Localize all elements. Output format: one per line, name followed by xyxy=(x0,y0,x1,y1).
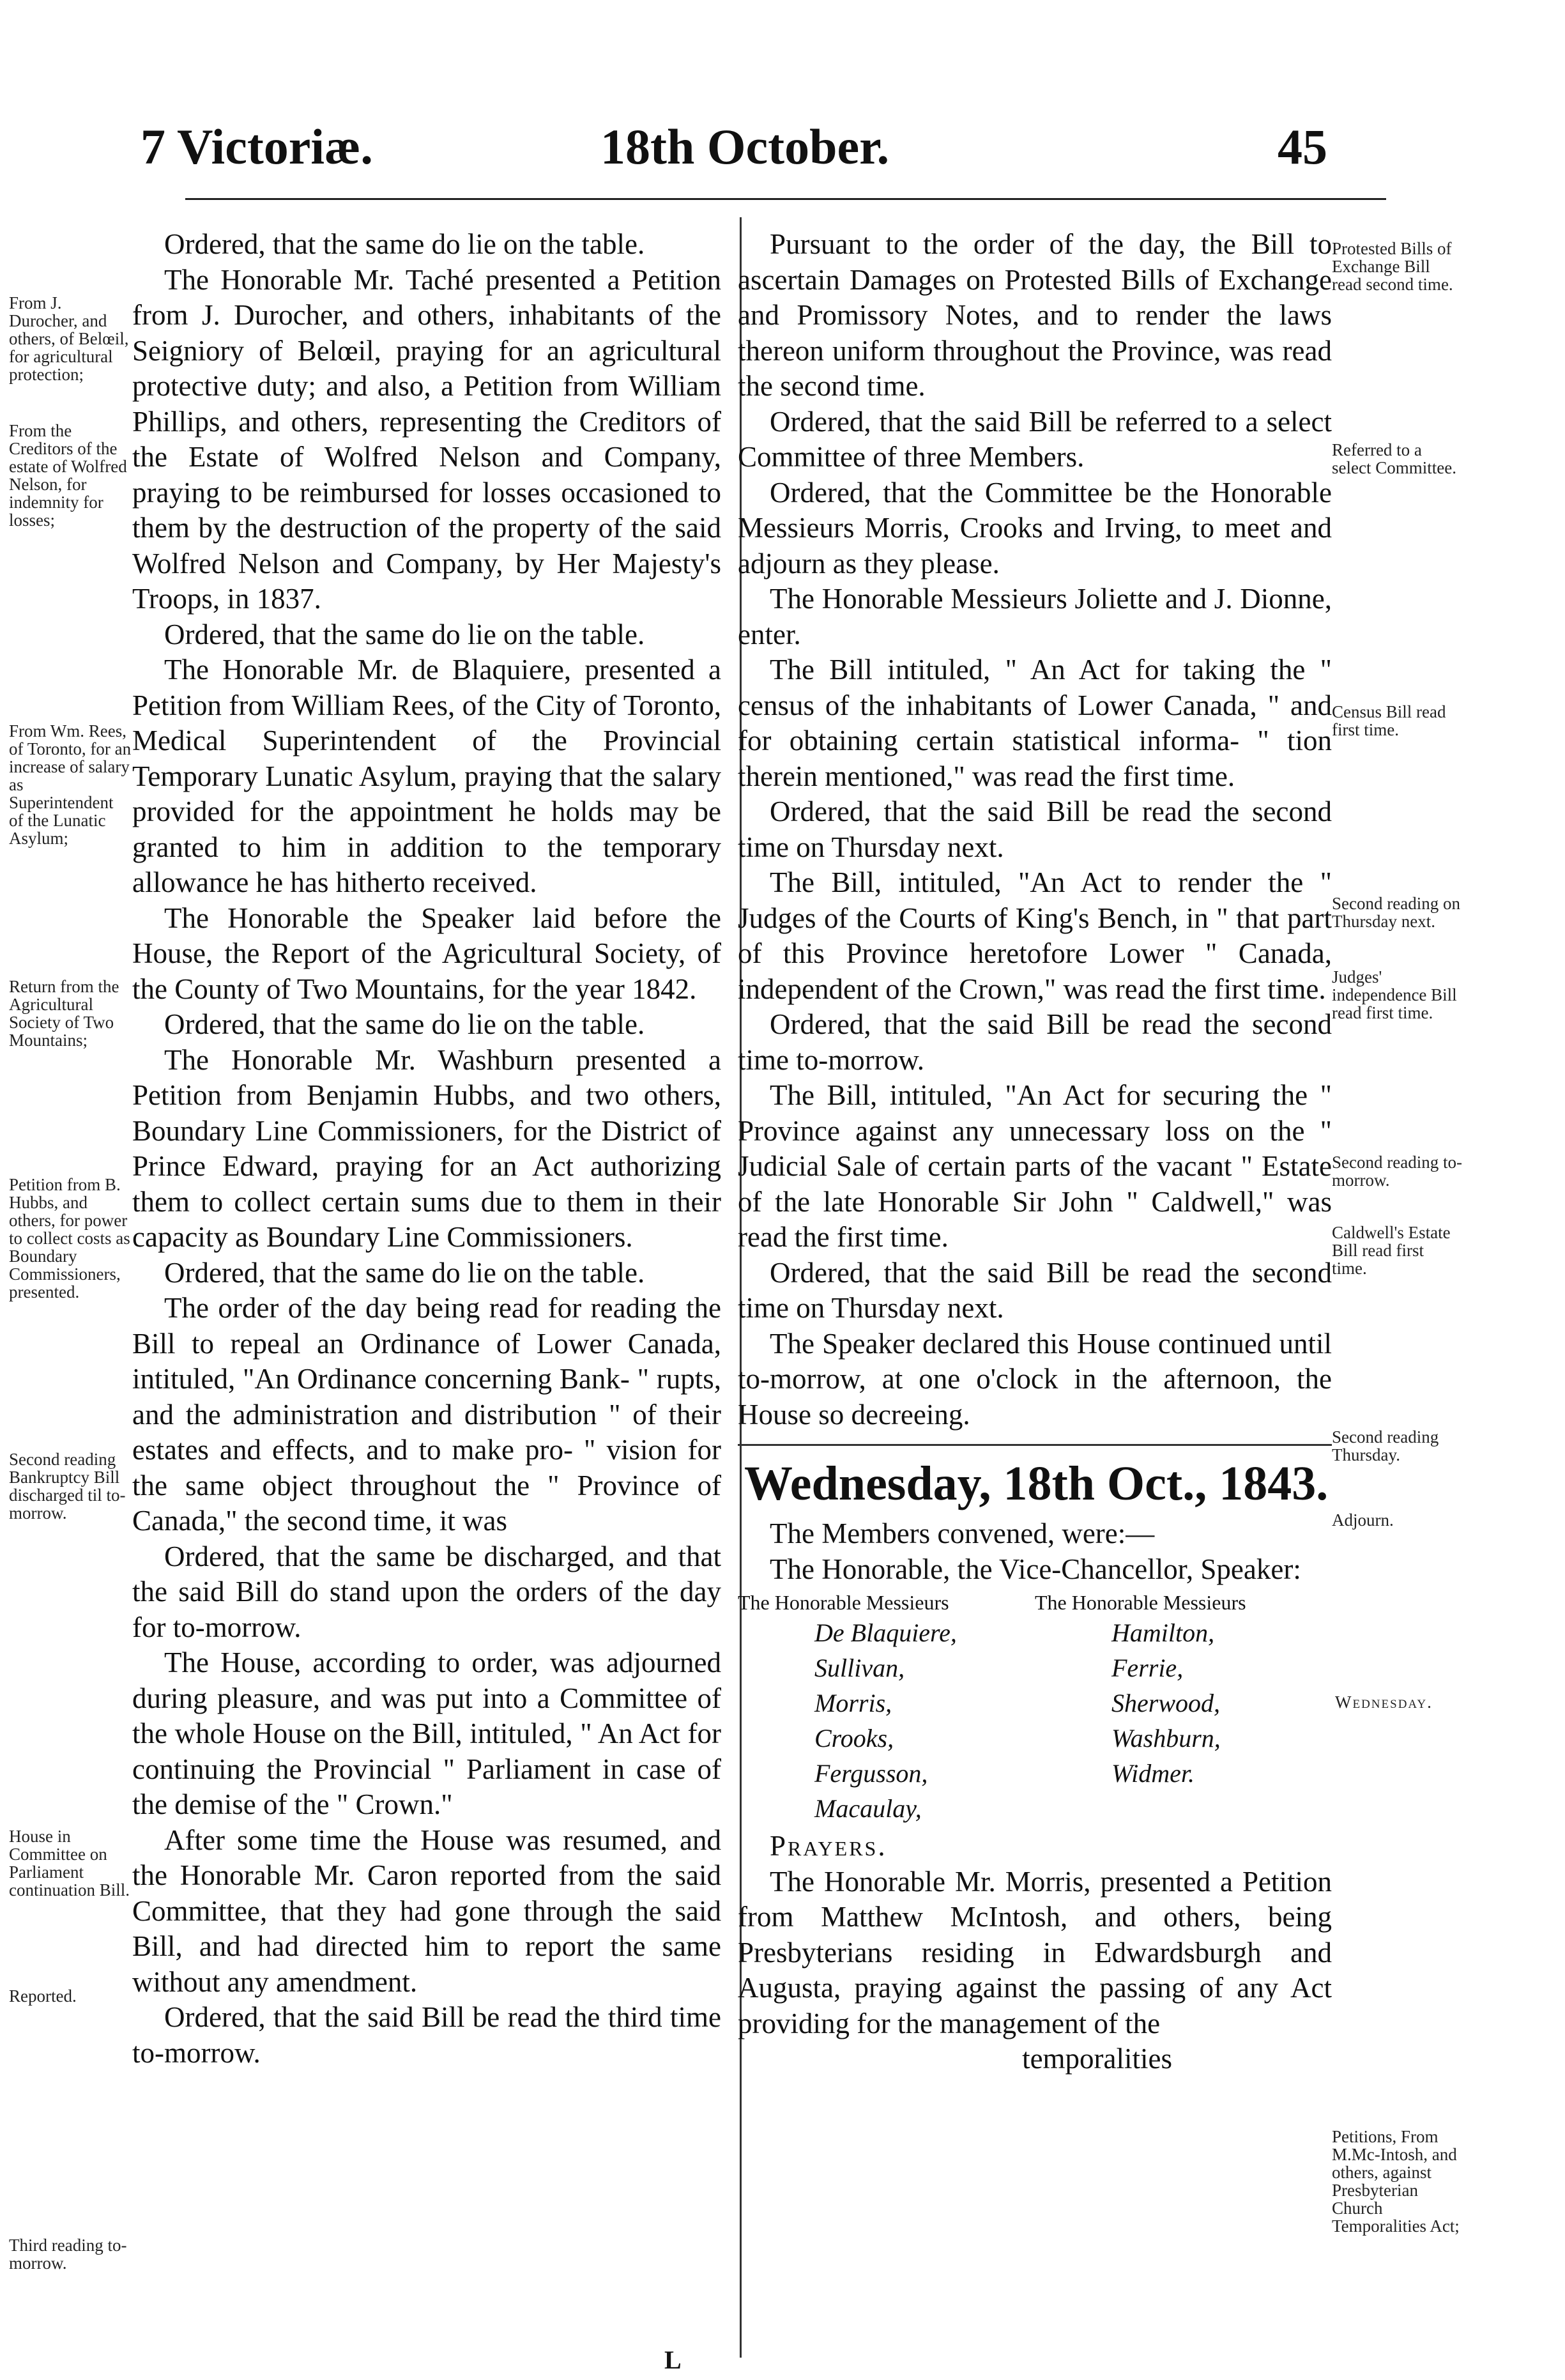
margin-note: Adjourn. xyxy=(1332,1510,1394,1530)
member-name: Ferrie, xyxy=(1111,1654,1184,1682)
members-list xyxy=(738,1590,1332,1826)
regnal-year: 7 Victoriæ. xyxy=(141,119,373,174)
paragraph: The order of the day being read for reading the Bill to repeal an Ordinance of Lower Canada, intituled, "An Ordinance concerning Bank- " rupts, and the administration and distribution " of their estates and effects, and to make pro- " vision for the same object throughout the " Province of Canada," the second time, it was xyxy=(132,1292,721,1537)
margin-note: House in Committee on Parliament continuation Bill. xyxy=(9,1827,130,1900)
catchword: temporalities xyxy=(1022,2043,1172,2075)
margin-note: From J. Durocher, and others, of Belœil, for agricultural protection; xyxy=(9,293,129,384)
header-rule xyxy=(185,198,1386,200)
paragraph: The Bill, intituled, "An Act to render the " Judges of the Courts of King's Bench, in " that part of this Province heretofore Lower " Canada, independent of the Crown," was read the first time. xyxy=(738,866,1332,1005)
margin-note: Reported. xyxy=(9,1986,77,2006)
member-name: Sullivan, xyxy=(814,1654,905,1682)
signature-mark: L xyxy=(664,2345,682,2374)
paragraph: Ordered, that the same do lie on the table. xyxy=(164,1256,645,1289)
right-column xyxy=(738,227,1332,2077)
margin-note: Petition from B. Hubbs, and others, for power to collect costs as Boundary Commissioners, presented. xyxy=(9,1175,130,1301)
member-name: Widmer. xyxy=(1111,1759,1195,1788)
margin-note: From the Creditors of the estate of Wolfred Nelson, for indemnity for losses; xyxy=(9,421,127,530)
member-name: Morris, xyxy=(814,1689,892,1717)
margin-note: From Wm. Rees, of Toronto, for an increase of salary as Superintendent of the Lunatic Asylum; xyxy=(9,721,132,848)
members-left xyxy=(738,1590,1035,1826)
page-number: 45 xyxy=(1278,119,1327,174)
paragraph: Ordered, that the same do lie on the table. xyxy=(164,228,645,260)
member-name: Sherwood, xyxy=(1111,1689,1220,1717)
paragraph: The Honorable Mr. de Blaquiere, presented a Petition from William Rees, of the City of Toronto, Medical Superintendent of the Provincial Temporary Lunatic Asylum, praying that the salary provided for the appointment he holds may be granted to him in addition to the temporary allowance he has hitherto received. xyxy=(132,654,721,898)
paragraph: The Bill, intituled, "An Act for securing the " Province against any unnecessary loss on the " Judicial Sale of certain parts of the vacant " Estate of the late Honorable Sir John " Caldwell," was read the first time. xyxy=(738,1079,1332,1253)
member-name: Crooks, xyxy=(814,1724,894,1753)
prayers-heading: Prayers. xyxy=(770,1830,887,1862)
paragraph: The Honorable Messieurs Joliette and J. Dionne, enter. xyxy=(738,583,1332,650)
margin-note: Second reading on Thursday next. xyxy=(1332,894,1460,931)
member-name: Macaulay, xyxy=(814,1794,922,1823)
member-name: De Blaquiere, xyxy=(814,1618,957,1647)
paragraph: Ordered, that the said Bill be read the second time on Thursday next. xyxy=(738,795,1332,863)
page-date: 18th October. xyxy=(600,119,890,174)
margin-note: Protested Bills of Exchange Bill read second time. xyxy=(1332,239,1453,294)
paragraph: Ordered, that the same do lie on the table. xyxy=(164,618,645,650)
paragraph: After some time the House was resumed, and the Honorable Mr. Caron reported from the said Committee, that they had gone through the said Bill, and had directed him to report the same without any amendment. xyxy=(132,1823,721,1998)
paragraph: The House, according to order, was adjourned during pleasure, and was put into a Committee of the whole House on the Bill, intituled, " An Act for continuing the Provincial " Parliament in case of the demise of the " Crown." xyxy=(132,1647,721,1820)
paragraph: Ordered, that the Committee be the Honorable Messieurs Morris, Crooks and Irving, to meet and adjourn as they please. xyxy=(738,476,1332,580)
margin-note: Referred to a select Committee. xyxy=(1332,440,1456,477)
margin-note: Third reading to-morrow. xyxy=(9,2236,127,2273)
margin-note: Census Bill read first time. xyxy=(1332,702,1446,739)
margin-note: Return from the Agricultural Society of Two Mountains; xyxy=(9,977,119,1050)
members-header: The Honorable Messieurs xyxy=(738,1591,949,1614)
paragraph: The Honorable the Speaker laid before the House, the Report of the Agricultural Society, of the County of Two Mountains, for the year 1842. xyxy=(132,902,721,1005)
member-name: Washburn, xyxy=(1111,1724,1221,1753)
margin-note: Wednesday. xyxy=(1335,1693,1433,1712)
paragraph: Ordered, that the said Bill be read the second time to-morrow. xyxy=(738,1008,1332,1076)
paragraph: The Honorable Mr. Morris, presented a Petition from Matthew McIntosh, and others, being Presbyterians residing in Edwardsburgh and Augusta, praying against the passing of any Act providing for the management of the xyxy=(738,1865,1332,2039)
section-rule xyxy=(738,1444,1332,1446)
day-heading: Wednesday, 18th Oct., 1843. xyxy=(744,1457,1329,1510)
margin-note: Second reading to-morrow. xyxy=(1332,1153,1462,1190)
margin-note: Caldwell's Estate Bill read first time. xyxy=(1332,1223,1451,1278)
margin-note: Second reading Thursday. xyxy=(1332,1427,1439,1464)
paragraph: Ordered, that the said Bill be read the third time to-morrow. xyxy=(132,2001,721,2069)
convened-line: The Members convened, were:— xyxy=(770,1517,1155,1549)
margin-note: Petitions, From M.Mc-Intosh, and others, against Presbyterian Church Temporalities Act; xyxy=(1332,2127,1460,2236)
members-header: The Honorable Messieurs xyxy=(1035,1591,1246,1614)
members-right xyxy=(1035,1590,1332,1826)
paragraph: The Bill intituled, " An Act for taking the " census of the inhabitants of Lower Canada, " and for obtaining certain statistical informa- " tion therein mentioned," was read the first time. xyxy=(738,654,1332,792)
paragraph: The Speaker declared this House continued until to-morrow, at one o'clock in the afternoon, the House so decreeing. xyxy=(738,1327,1332,1431)
paragraph: Ordered, that the said Bill be referred to a select Committee of three Members. xyxy=(738,405,1332,473)
page-header xyxy=(0,118,1565,182)
margin-note: Judges' independence Bill read first time. xyxy=(1332,967,1457,1022)
left-column xyxy=(132,227,721,2071)
paragraph: Pursuant to the order of the day, the Bill to ascertain Damages on Protested Bills of Exchange and Promissory Notes, and to render the laws thereon uniform throughout the Province, was read the second time. xyxy=(738,228,1332,402)
margin-note: Second reading Bankruptcy Bill discharged til to-morrow. xyxy=(9,1450,126,1523)
paragraph: The Honorable Mr. Washburn presented a Petition from Benjamin Hubbs, and two others, Boundary Line Commissioners, for the District of Prince Edward, praying for an Act authorizing them to collect certain sums due to them in their capacity as Boundary Line Commissioners. xyxy=(132,1043,721,1253)
speaker-line: The Honorable, the Vice-Chancellor, Speaker: xyxy=(770,1553,1301,1585)
paragraph: Ordered, that the same be discharged, and that the said Bill do stand upon the orders of the day for to-morrow. xyxy=(132,1540,721,1643)
paragraph: Ordered, that the said Bill be read the second time on Thursday next. xyxy=(738,1256,1332,1324)
member-name: Hamilton, xyxy=(1111,1618,1215,1647)
paragraph: The Honorable Mr. Taché presented a Petition from J. Durocher, and others, inhabitants of the Seigniory of Belœil, praying for an agricultural protective duty; and also, a Petition from William Phillips, and others, representing the Creditors of the Estate of Wolfred Nelson and Company, praying to be reimbursed for losses occasioned to them by the destruction of the property of the said Wolfred Nelson and Company, by Her Majesty's Troops, in 1837. xyxy=(132,263,721,615)
paragraph: Ordered, that the same do lie on the table. xyxy=(164,1008,645,1040)
member-name: Fergusson, xyxy=(814,1759,928,1788)
